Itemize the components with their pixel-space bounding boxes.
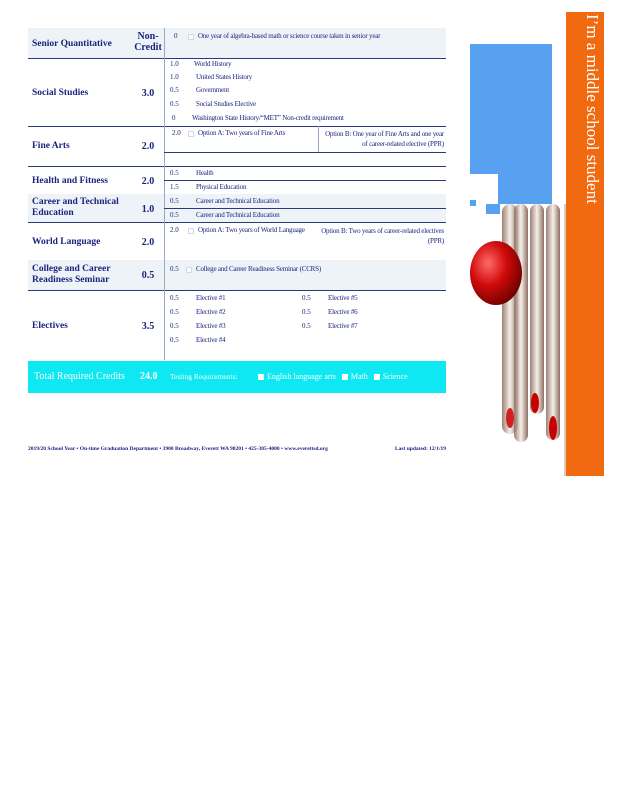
bullet-icon [186, 267, 192, 273]
divider [164, 260, 165, 290]
credit-value: 2.0 [141, 237, 155, 248]
item-credit: 0.5 [170, 322, 179, 330]
row-electives [28, 290, 446, 360]
total-value: 24.0 [140, 371, 158, 382]
item-text: Physical Education [196, 183, 247, 191]
item-text: Elective #1 [196, 294, 226, 302]
item-text: Washington State History/“MET” Non-credit requirement [192, 114, 344, 122]
item-credit: 2.0 [170, 226, 179, 234]
item-text: Social Studies Elective [196, 100, 256, 108]
credit-value: 2.0 [141, 176, 155, 187]
item-credit: 1.0 [170, 60, 179, 68]
subject-label: Senior Quantitative [32, 39, 112, 49]
item-text: Elective #4 [196, 336, 226, 344]
row-fine-arts [28, 126, 446, 166]
item-credit: 0.5 [302, 294, 311, 302]
test-list [258, 372, 408, 381]
row-career-technical [28, 194, 446, 222]
subject-label: Fine Arts [32, 141, 70, 151]
row-health-fitness [28, 166, 446, 194]
credit-value: 3.5 [141, 321, 155, 332]
bullet-icon [188, 228, 194, 234]
divider [164, 290, 165, 360]
item-text: Elective #3 [196, 322, 226, 330]
checkbox-icon [342, 374, 348, 380]
divider [318, 126, 319, 152]
footer-info: 2019/20 School Year • On-time Graduation Department • 3900 Broadway, Everett WA 98201 • 425-385-4000 • www.everettsd.org [28, 446, 328, 452]
item-credit: 0.5 [170, 308, 179, 316]
item-credit: 0.5 [302, 322, 311, 330]
divider [164, 28, 165, 58]
option-b-text: Option B: One year of Fine Arts and one year of career-related elective (PPR) [325, 130, 444, 148]
item-credit: 1.5 [170, 183, 179, 191]
checkbox-icon [258, 374, 264, 380]
row-ccrs [28, 260, 446, 290]
item-text: Option A: Two years of World Language [198, 226, 305, 234]
row-separator [164, 180, 446, 181]
item-text: Government [196, 86, 229, 94]
item-credit: 2.0 [172, 129, 181, 137]
item-text: Elective #5 [328, 294, 358, 302]
bullet-icon [188, 34, 194, 40]
item-text: College and Career Readiness Seminar (CCRS) [196, 265, 321, 273]
test-science: Science [382, 372, 408, 381]
row-world-language [28, 222, 446, 260]
item-text: Elective #2 [196, 308, 226, 316]
credit-value: 3.0 [141, 88, 155, 99]
test-math: Math [350, 372, 368, 381]
item-credit: 0.5 [170, 265, 179, 273]
item-credit: 0.5 [170, 211, 179, 219]
item-text: Option A: Two years of Fine Arts [198, 129, 286, 137]
divider [164, 126, 165, 166]
item-text: Elective #6 [328, 308, 358, 316]
credit-value: Non-Credit [134, 31, 162, 53]
item-text: Health [196, 169, 214, 177]
divider [164, 222, 165, 260]
checkbox-icon [374, 374, 380, 380]
item-text: United States History [196, 73, 253, 81]
subject-label: Health and Fitness [32, 176, 109, 186]
test-ela: English language arts [267, 372, 336, 381]
subject-label: World Language [32, 237, 101, 247]
subject-label: College and Career Readiness Seminar [32, 264, 111, 285]
item-credit: 0 [172, 114, 176, 122]
item-text: World History [194, 60, 232, 68]
item-credit: 0.5 [170, 100, 179, 108]
item-credit: 1.0 [170, 73, 179, 81]
item-credit: 0.5 [170, 197, 179, 205]
item-credit: 0 [174, 32, 178, 40]
credit-value: 1.0 [141, 204, 155, 215]
item-text: Career and Technical Education [196, 211, 280, 219]
total-credits-bar [28, 361, 446, 393]
item-credit: 0.5 [170, 294, 179, 302]
item-text: Career and Technical Education [196, 197, 280, 205]
item-credit: 0.5 [302, 308, 311, 316]
subject-label: Electives [32, 321, 68, 331]
row-separator [164, 152, 446, 153]
divider [164, 58, 165, 126]
bullet-icon [188, 131, 194, 137]
subject-label: Career and Technical Education [32, 197, 119, 218]
credit-value: 0.5 [141, 270, 155, 281]
footer [28, 446, 446, 452]
last-updated: Last updated: 12/1/19 [394, 446, 446, 452]
item-text: Elective #7 [328, 322, 358, 330]
subject-label: Social Studies [32, 88, 89, 98]
item-credit: 0.5 [170, 336, 179, 344]
row-social-studies [28, 58, 446, 126]
item-credit: 0.5 [170, 169, 179, 177]
item-credit: 0.5 [170, 86, 179, 94]
testing-label: Testing Requirements: [170, 372, 238, 381]
row-senior-quantitative [28, 28, 446, 58]
credit-value: 2.0 [141, 141, 155, 152]
total-label: Total Required Credits [34, 371, 125, 382]
side-title: I’m a middle school student [583, 14, 602, 204]
row-separator [164, 208, 446, 209]
option-b-text: Option B: Two years of career-related electives (PPR) [321, 227, 444, 245]
item-text: One year of algebra-based math or science course taken in senior year [198, 32, 381, 40]
